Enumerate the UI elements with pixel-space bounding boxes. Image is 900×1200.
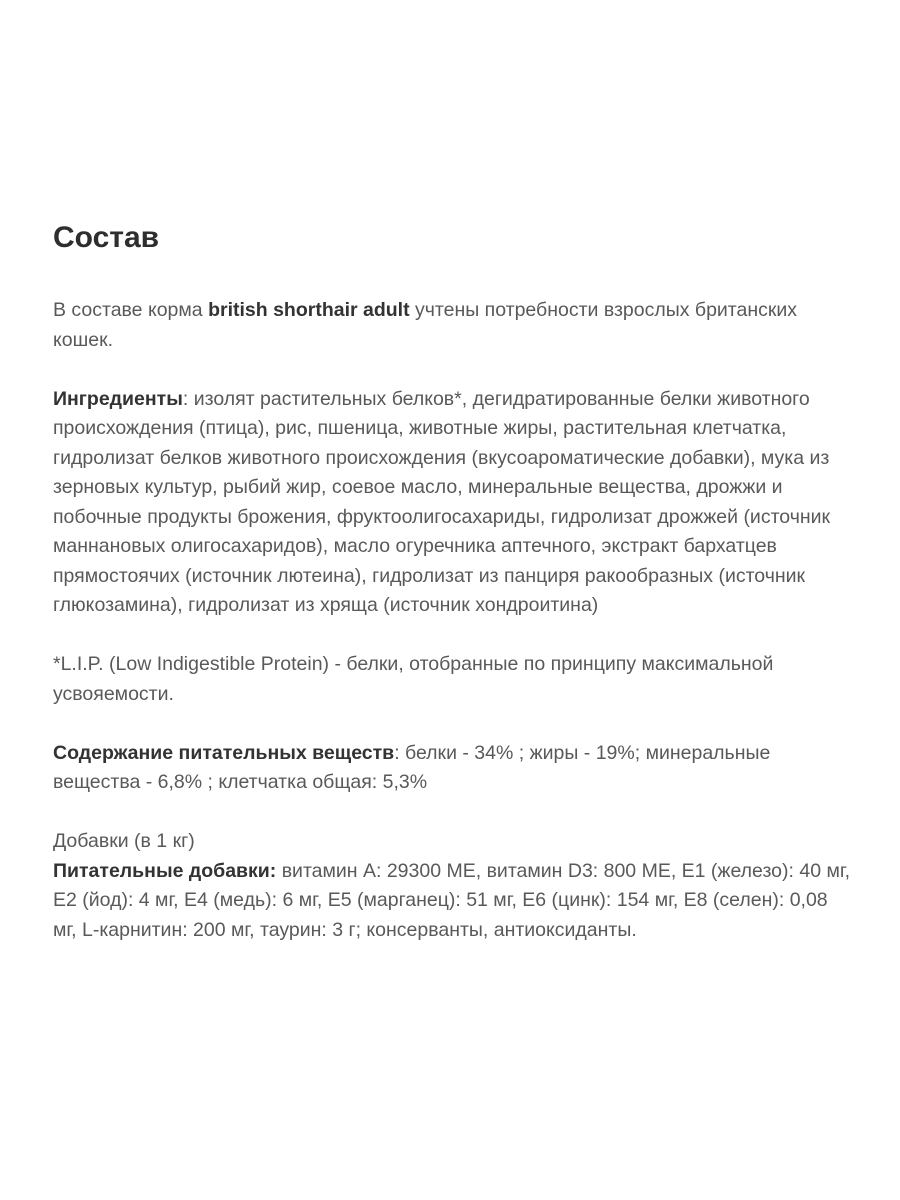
ingredients-paragraph [53,385,853,621]
intro-after: учтены потребности взрослых британских кошек. [53,299,798,351]
nutrients-text: : белки - 34% ; жиры - 19%; минеральные вещества - 6,8% ; клетчатка общая: 5,3% [53,741,771,793]
nutrients-label: Содержание питательных веществ [53,741,395,764]
section-title: Состав [53,221,160,254]
product-name: british shorthair adult [208,299,410,321]
additives-heading: Добавки (в 1 кг) [53,830,195,852]
ingredients-text: : изолят растительных белков*, дегидратированные белки животного происхождения (птица), рис, пшеница, животные жиры, растительная клетчатка, гидролизат белков животного происхождения (вкусоароматические добавки), мука из зерновых культур, рыбий жир, соевое масло, минеральные вещества, дрожжи и побочные продукты брожения, фруктоолигосахариды, гидролизат дрожжей (источник маннановых олигосахаридов), масло огуречника аптечного, экстракт бархатцев прямостоячих (источник лютеина), гидролизат из панциря ракообразных (источник глюкозамина), гидролизат из хряща (источник хондроитина) [53,387,831,616]
intro-before: В составе корма [53,299,209,321]
ingredients-label: Ингредиенты [53,387,183,410]
additives-paragraph [53,857,853,946]
intro-paragraph [53,296,853,355]
footnote-paragraph: *L.I.P. (Low Indigestible Protein) - белки, отобранные по принципу максимальной усвояемости. [53,653,774,705]
composition-section [53,218,853,945]
additives-text: витамин А: 29300 МЕ, витамин D3: 800 МЕ, Е1 (железо): 40 мг, Е2 (йод): 4 мг, Е4 (медь): 6 мг, Е5 (марганец): 51 мг, Е6 (цинк): 154 мг, Е8 (селен): 0,08 мг, L-карнитин: 200 мг, таурин: 3 г; консерванты, антиоксиданты. [53,859,851,941]
additives-label: Питательные добавки: [53,859,277,882]
nutrients-paragraph [53,739,853,798]
